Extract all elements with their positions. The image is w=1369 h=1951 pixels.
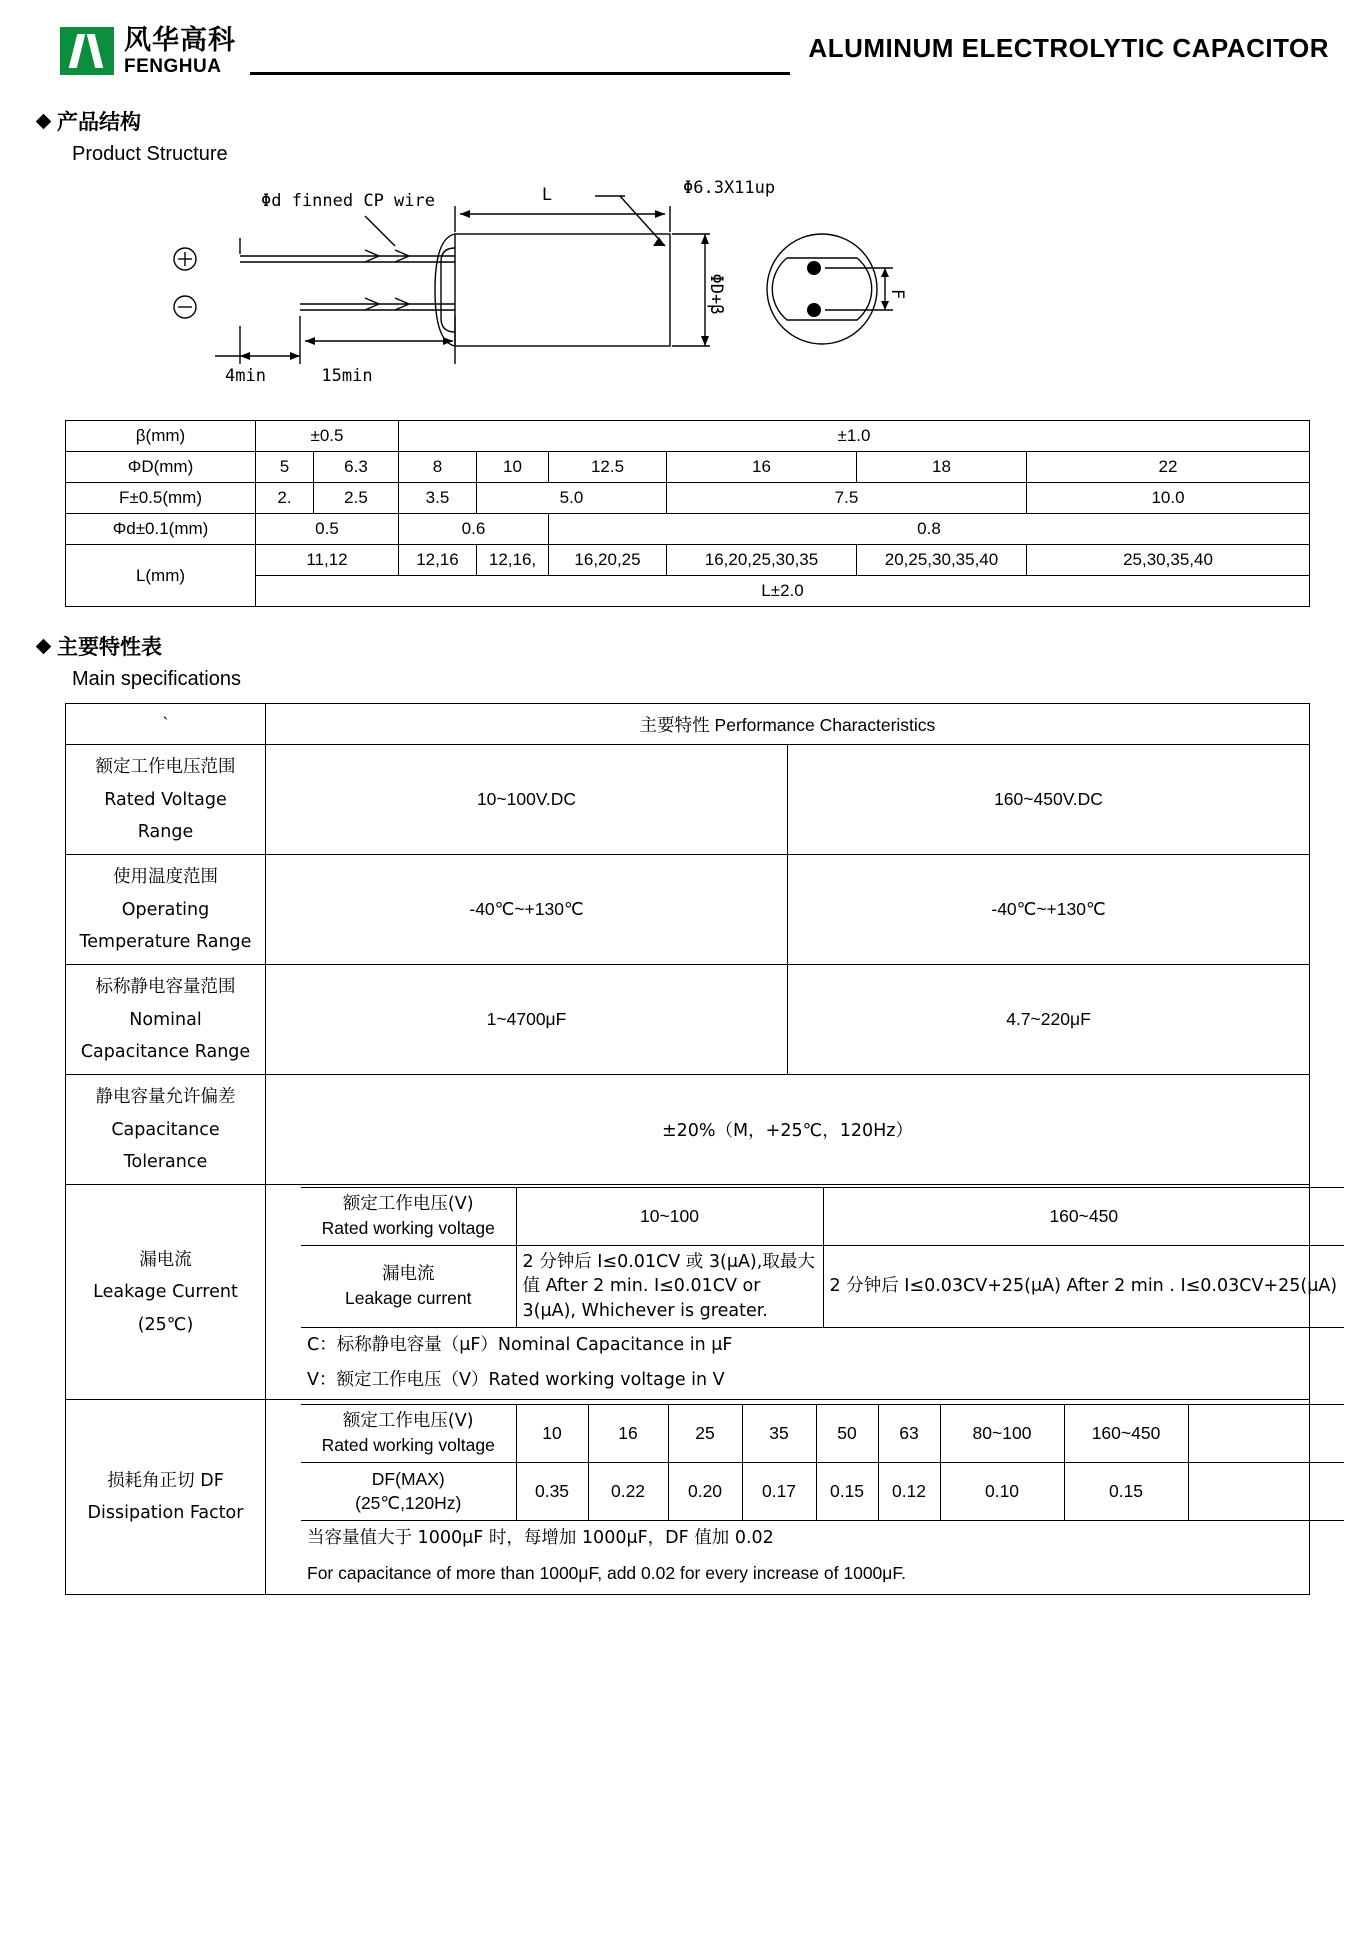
table-row bbox=[301, 1245, 1344, 1328]
table-row bbox=[66, 1075, 1310, 1185]
dimension-table bbox=[65, 420, 1310, 607]
table-row bbox=[301, 1404, 1344, 1462]
leakage-voltage-lv: 10~100 bbox=[516, 1187, 823, 1245]
table-row bbox=[301, 1462, 1344, 1520]
dim-row-label: β(mm) bbox=[66, 421, 256, 452]
section-main-specifications bbox=[30, 631, 1339, 1595]
capacitance-tolerance-value: ±20%（M，+25℃，120Hz） bbox=[266, 1075, 1310, 1185]
leakage-current-block bbox=[266, 1185, 1338, 1400]
header-divider bbox=[250, 72, 790, 75]
table-row bbox=[301, 1520, 1344, 1556]
dim-cell: 18 bbox=[857, 452, 1027, 483]
dim-row-label: Φd±0.1(mm) bbox=[66, 514, 256, 545]
row-label-dissipation-factor bbox=[66, 1400, 266, 1595]
dim-cell: 5.0 bbox=[477, 483, 667, 514]
df-note-cn: 当容量值大于 1000μF 时，每增加 1000μF，DF 值加 0.02 bbox=[301, 1520, 1344, 1556]
rated-voltage-hv: 160~450V.DC bbox=[788, 745, 1310, 855]
leakage-current-label bbox=[301, 1245, 516, 1328]
dim-cell: 3.5 bbox=[399, 483, 477, 514]
drawing-label-wire: Φd finned CP wire bbox=[261, 191, 435, 211]
table-row bbox=[301, 1556, 1344, 1591]
row-label-rated-voltage bbox=[66, 745, 266, 855]
label-line: Tolerance bbox=[123, 1152, 208, 1173]
dim-cell: 0.6 bbox=[399, 514, 549, 545]
table-row bbox=[66, 745, 1310, 855]
drawing-label-4min: 4min bbox=[225, 366, 266, 386]
df-voltage: 35 bbox=[742, 1404, 816, 1462]
label-line-en: Rated working voltage bbox=[321, 1435, 495, 1456]
dim-cell: 0.8 bbox=[549, 514, 1310, 545]
dim-cell: 5 bbox=[256, 452, 314, 483]
table-row bbox=[66, 452, 1310, 483]
diamond-bullet-icon bbox=[36, 113, 52, 129]
dim-cell: 10.0 bbox=[1027, 483, 1310, 514]
drawing-label-15min: 15min bbox=[321, 366, 373, 386]
leakage-note-c: C：标称静电容量（μF）Nominal Capacitance in μF bbox=[301, 1328, 1344, 1364]
dim-cell: 2.5 bbox=[314, 483, 399, 514]
dim-cell: 12,16, bbox=[477, 545, 549, 576]
table-row bbox=[301, 1328, 1344, 1364]
label-line-cn: 额定工作电压(V) bbox=[342, 1410, 474, 1431]
label-line-en: Leakage current bbox=[345, 1288, 472, 1309]
table-row bbox=[301, 1363, 1344, 1398]
page-title: ALUMINUM ELECTROLYTIC CAPACITOR bbox=[808, 32, 1329, 63]
dissipation-factor-block bbox=[266, 1400, 1310, 1595]
nominal-cap-hv: 4.7~220μF bbox=[788, 965, 1310, 1075]
capacitor-outline-drawing bbox=[30, 176, 1339, 406]
leakage-inner-table bbox=[301, 1187, 1344, 1399]
rated-voltage-lv: 10~100V.DC bbox=[266, 745, 788, 855]
table-row bbox=[66, 483, 1310, 514]
drawing-label-D: ΦD+β bbox=[706, 273, 726, 315]
row-label-nominal-capacitance bbox=[66, 965, 266, 1075]
df-max-label bbox=[301, 1462, 516, 1520]
table-row bbox=[66, 1185, 1310, 1400]
df-voltage: 16 bbox=[588, 1404, 668, 1462]
label-line-cn: 漏电流 bbox=[382, 1263, 435, 1284]
label-line: 使用温度范围 bbox=[113, 867, 218, 888]
section-2-title-cn: 主要特性表 bbox=[57, 635, 162, 659]
label-line: 静电容量允许偏差 bbox=[95, 1087, 236, 1108]
label-line: Capacitance bbox=[111, 1119, 220, 1140]
dim-cell: 0.5 bbox=[256, 514, 399, 545]
table-row bbox=[66, 514, 1310, 545]
company-logo bbox=[60, 24, 236, 77]
df-voltage: 10 bbox=[516, 1404, 588, 1462]
fenghua-logo-icon bbox=[60, 27, 114, 75]
table-row bbox=[66, 1400, 1310, 1595]
df-voltage: 25 bbox=[668, 1404, 742, 1462]
table-row bbox=[66, 965, 1310, 1075]
performance-header: 主要特性 Performance Characteristics bbox=[266, 704, 1310, 745]
df-voltage: 50 bbox=[816, 1404, 878, 1462]
dim-cell: 7.5 bbox=[667, 483, 1027, 514]
label-line: 漏电流 bbox=[139, 1249, 192, 1270]
dim-cell: 25,30,35,40 bbox=[1027, 545, 1310, 576]
dim-cell: 6.3 bbox=[314, 452, 399, 483]
df-voltage: 63 bbox=[878, 1404, 940, 1462]
dim-cell: 22 bbox=[1027, 452, 1310, 483]
df-note-en: For capacitance of more than 1000μF, add 0.02 for every increase of 1000μF. bbox=[307, 1562, 906, 1583]
label-line: Rated Voltage bbox=[104, 789, 227, 810]
dim-cell: ±1.0 bbox=[399, 421, 1310, 452]
logo-text-cn: 风华高科 bbox=[124, 24, 236, 56]
section-2-heading-en: Main specifications bbox=[72, 668, 241, 690]
section-product-structure bbox=[30, 106, 1339, 607]
page-header bbox=[30, 20, 1339, 82]
table-row bbox=[66, 421, 1310, 452]
df-value: 0.12 bbox=[878, 1462, 940, 1520]
drawing-label-F: F bbox=[887, 288, 907, 300]
dim-cell: 16 bbox=[667, 452, 857, 483]
dim-row-label: L(mm) bbox=[66, 545, 256, 607]
diamond-bullet-icon bbox=[36, 638, 52, 654]
dim-cell: 20,25,30,35,40 bbox=[857, 545, 1027, 576]
label-line: DF(MAX) bbox=[371, 1468, 445, 1489]
dim-cell: 12,16 bbox=[399, 545, 477, 576]
dim-cell: 16,20,25,30,35 bbox=[667, 545, 857, 576]
dim-cell: 8 bbox=[399, 452, 477, 483]
row-label-operating-temperature bbox=[66, 855, 266, 965]
row-label-capacitance-tolerance bbox=[66, 1075, 266, 1185]
dim-cell: 10 bbox=[477, 452, 549, 483]
dim-cell: 16,20,25 bbox=[549, 545, 667, 576]
label-line: 额定工作电压范围 bbox=[95, 757, 236, 778]
section-2-heading-cn bbox=[38, 631, 1339, 661]
table-row bbox=[66, 545, 1310, 576]
df-value: 0.15 bbox=[1064, 1462, 1188, 1520]
corner-cell: ` bbox=[66, 704, 266, 745]
section-1-title-cn: 产品结构 bbox=[57, 110, 141, 134]
label-line: Range bbox=[137, 822, 194, 843]
label-line: Leakage Current bbox=[93, 1282, 238, 1303]
operating-temp-lv: -40℃~+130℃ bbox=[266, 855, 788, 965]
label-line: Operating bbox=[121, 899, 210, 920]
label-line-en: Rated working voltage bbox=[321, 1218, 495, 1238]
df-value: 0.22 bbox=[588, 1462, 668, 1520]
section-1-heading-en: Product Structure bbox=[72, 143, 228, 165]
df-voltage: 80~100 bbox=[940, 1404, 1064, 1462]
drawing-label-L: L bbox=[541, 185, 553, 205]
df-value: 0.20 bbox=[668, 1462, 742, 1520]
drawing-label-size: Φ6.3X11up bbox=[683, 178, 776, 198]
dim-cell: ±0.5 bbox=[256, 421, 399, 452]
table-row bbox=[66, 855, 1310, 965]
label-line: Dissipation Factor bbox=[87, 1503, 244, 1524]
df-voltage: 160~450 bbox=[1064, 1404, 1188, 1462]
label-line: (25℃) bbox=[137, 1314, 194, 1335]
label-line: 标称静电容量范围 bbox=[95, 977, 236, 998]
section-1-heading-cn bbox=[38, 106, 1339, 136]
df-value: 0.10 bbox=[940, 1462, 1064, 1520]
operating-temp-hv: -40℃~+130℃ bbox=[788, 855, 1310, 965]
label-line: (25℃,120Hz) bbox=[355, 1493, 462, 1514]
label-line: Nominal bbox=[129, 1009, 202, 1030]
leakage-voltage-hv: 160~450 bbox=[823, 1187, 1344, 1245]
df-value: 0.15 bbox=[816, 1462, 878, 1520]
label-line-cn: 额定工作电压(V) bbox=[342, 1193, 474, 1214]
dim-row-label: ΦD(mm) bbox=[66, 452, 256, 483]
df-value: 0.17 bbox=[742, 1462, 816, 1520]
label-line: Capacitance Range bbox=[80, 1042, 251, 1063]
dim-cell: 2. bbox=[256, 483, 314, 514]
nominal-cap-lv: 1~4700μF bbox=[266, 965, 788, 1075]
dim-cell: L±2.0 bbox=[256, 576, 1310, 607]
table-row bbox=[301, 1187, 1344, 1245]
dim-cell: 12.5 bbox=[549, 452, 667, 483]
df-inner-table bbox=[301, 1404, 1344, 1591]
df-voltage-header bbox=[301, 1404, 516, 1462]
dim-cell: 11,12 bbox=[256, 545, 399, 576]
row-label-leakage-current bbox=[66, 1185, 266, 1400]
leakage-spec-hv: 2 分钟后 I≤0.03CV+25(μA) After 2 min . I≤0.03CV+25(μA) bbox=[823, 1245, 1344, 1328]
dim-row-label: F±0.5(mm) bbox=[66, 483, 256, 514]
specifications-table bbox=[65, 703, 1338, 1595]
df-value: 0.35 bbox=[516, 1462, 588, 1520]
rated-working-voltage-header bbox=[301, 1187, 516, 1245]
table-row bbox=[66, 704, 1310, 745]
leakage-spec-lv: 2 分钟后 I≤0.01CV 或 3(μA),取最大值 After 2 min. I≤0.01CV or 3(μA), Whichever is greater. bbox=[516, 1245, 823, 1328]
leakage-note-v: V：额定工作电压（V）Rated working voltage in V bbox=[307, 1370, 725, 1391]
label-line: 损耗角正切 DF bbox=[107, 1471, 224, 1491]
logo-text-en: FENGHUA bbox=[124, 55, 222, 77]
label-line: Temperature Range bbox=[79, 932, 252, 953]
